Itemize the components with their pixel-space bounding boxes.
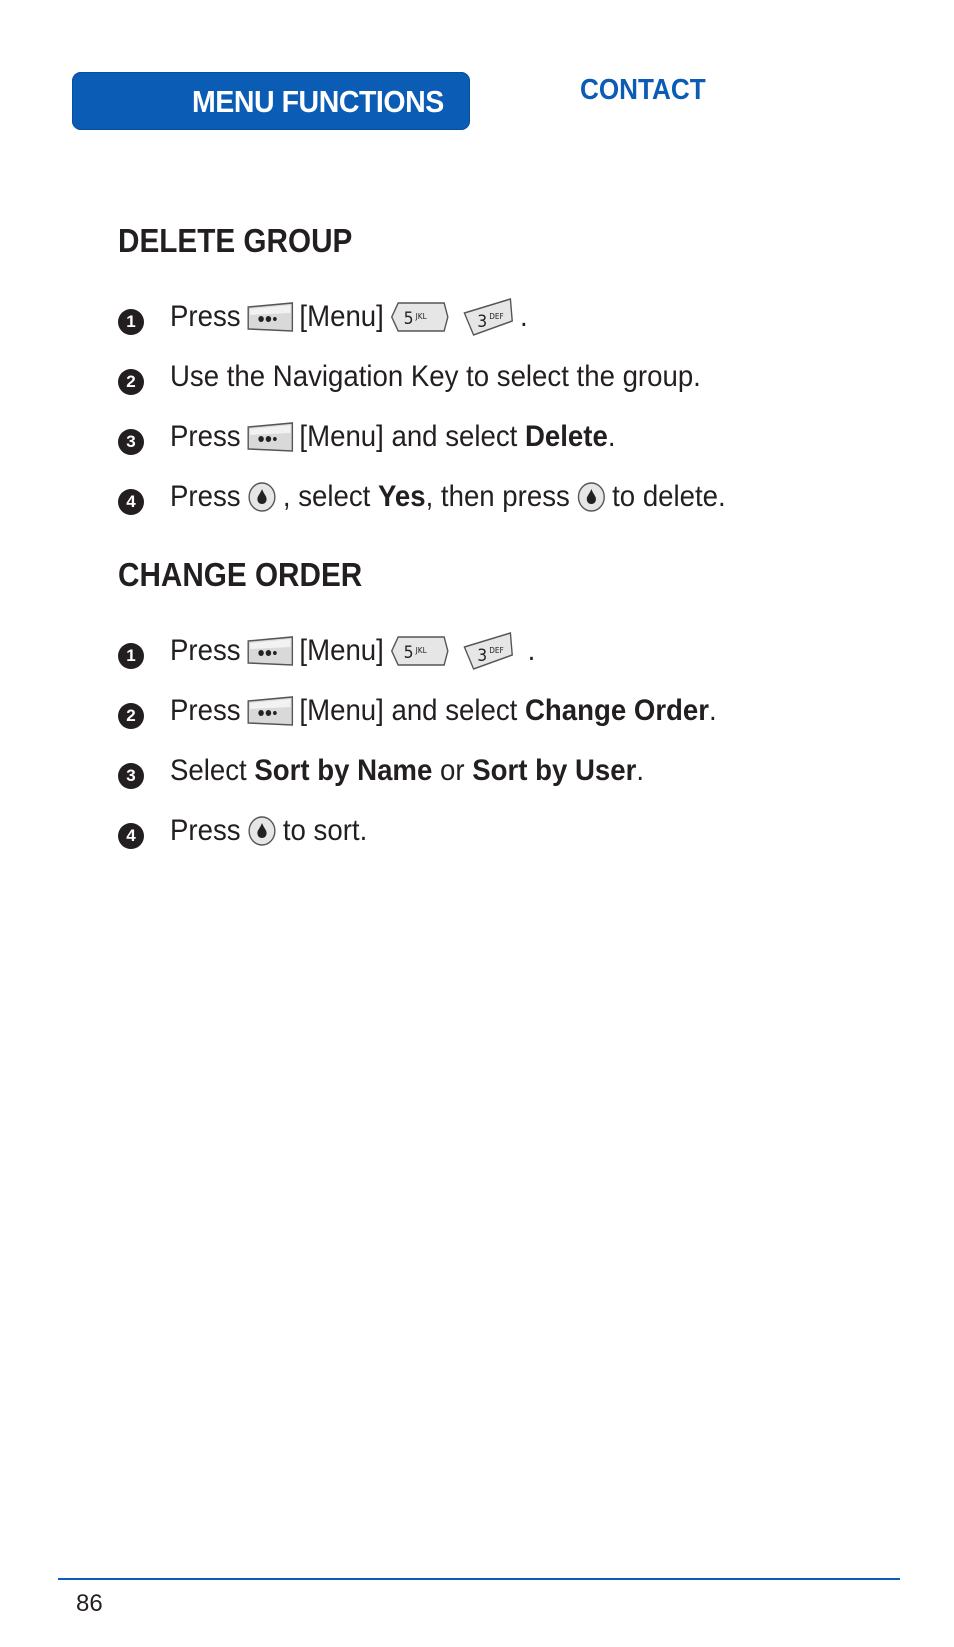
step-number: 4 xyxy=(118,823,144,849)
order-step-1 xyxy=(118,626,918,676)
step-text: Press xyxy=(170,634,241,667)
step-text: [Menu] xyxy=(299,300,384,333)
step-text: [Menu] and select xyxy=(299,694,518,727)
svg-text:JKL: JKL xyxy=(416,645,428,656)
key-5-jkl-icon xyxy=(389,633,450,669)
step-number: 1 xyxy=(118,309,144,335)
footer-rule xyxy=(58,1578,900,1580)
svg-text:DEF: DEF xyxy=(489,645,505,656)
tab-label: MENU FUNCTIONS xyxy=(192,84,444,119)
change-order-heading: CHANGE ORDER xyxy=(118,556,363,593)
bold-term: Yes xyxy=(377,480,426,513)
step-text: . xyxy=(527,634,536,667)
ok-key-icon xyxy=(575,480,606,514)
delete-group-heading: DELETE GROUP xyxy=(118,222,353,259)
key-3-def-icon xyxy=(461,297,514,337)
order-step-3: 3 Select Sort by Name or Sort by User . xyxy=(118,746,918,796)
step-number: 3 xyxy=(118,763,144,789)
menu-functions-tab xyxy=(72,72,470,130)
step-number: 2 xyxy=(118,369,144,395)
step-text: [Menu] and select xyxy=(299,420,518,453)
order-step-2: 2 Press [Menu] and select Change Order . xyxy=(118,686,918,736)
delete-step-2 xyxy=(118,352,918,402)
step-text: Use the Navigation Key to select the group. xyxy=(170,360,701,393)
svg-text:5: 5 xyxy=(404,308,415,329)
delete-step-1 xyxy=(118,292,918,342)
bold-term: Sort by Name xyxy=(254,754,433,787)
bold-term: Change Order xyxy=(524,694,710,727)
section-label: CONTACT xyxy=(580,74,706,106)
step-text: to sort. xyxy=(282,814,368,847)
step-text: Press xyxy=(170,300,241,333)
svg-text:5: 5 xyxy=(404,642,415,663)
svg-text:3: 3 xyxy=(477,645,488,666)
svg-text:JKL: JKL xyxy=(416,311,428,322)
menu-key-icon xyxy=(246,301,294,333)
step-number: 2 xyxy=(118,703,144,729)
step-number: 1 xyxy=(118,643,144,669)
step-text: Select xyxy=(170,754,247,787)
page-number: 86 xyxy=(76,1590,103,1617)
step-text: Press xyxy=(170,420,241,453)
delete-step-4: 4 Press , select Yes , then press to delete. xyxy=(118,472,918,522)
ok-key-icon xyxy=(246,480,277,514)
delete-step-3: 3 Press [Menu] and select Delete . xyxy=(118,412,918,462)
bold-term: Sort by User xyxy=(472,754,637,787)
menu-key-icon xyxy=(246,635,294,667)
key-3-def-icon xyxy=(461,631,514,671)
step-text: Press xyxy=(170,814,241,847)
bold-term: Delete xyxy=(524,420,608,453)
step-text: [Menu] xyxy=(299,634,384,667)
order-step-4 xyxy=(118,806,918,856)
step-text: . xyxy=(519,300,528,333)
svg-text:DEF: DEF xyxy=(489,311,505,322)
step-number: 4 xyxy=(118,489,144,515)
step-number: 3 xyxy=(118,429,144,455)
step-text: Press xyxy=(170,480,241,513)
ok-key-icon xyxy=(246,814,277,848)
svg-text:3: 3 xyxy=(477,311,488,332)
menu-key-icon xyxy=(246,421,294,453)
menu-key-icon xyxy=(246,695,294,727)
key-5-jkl-icon xyxy=(389,299,450,335)
step-text: Press xyxy=(170,694,241,727)
